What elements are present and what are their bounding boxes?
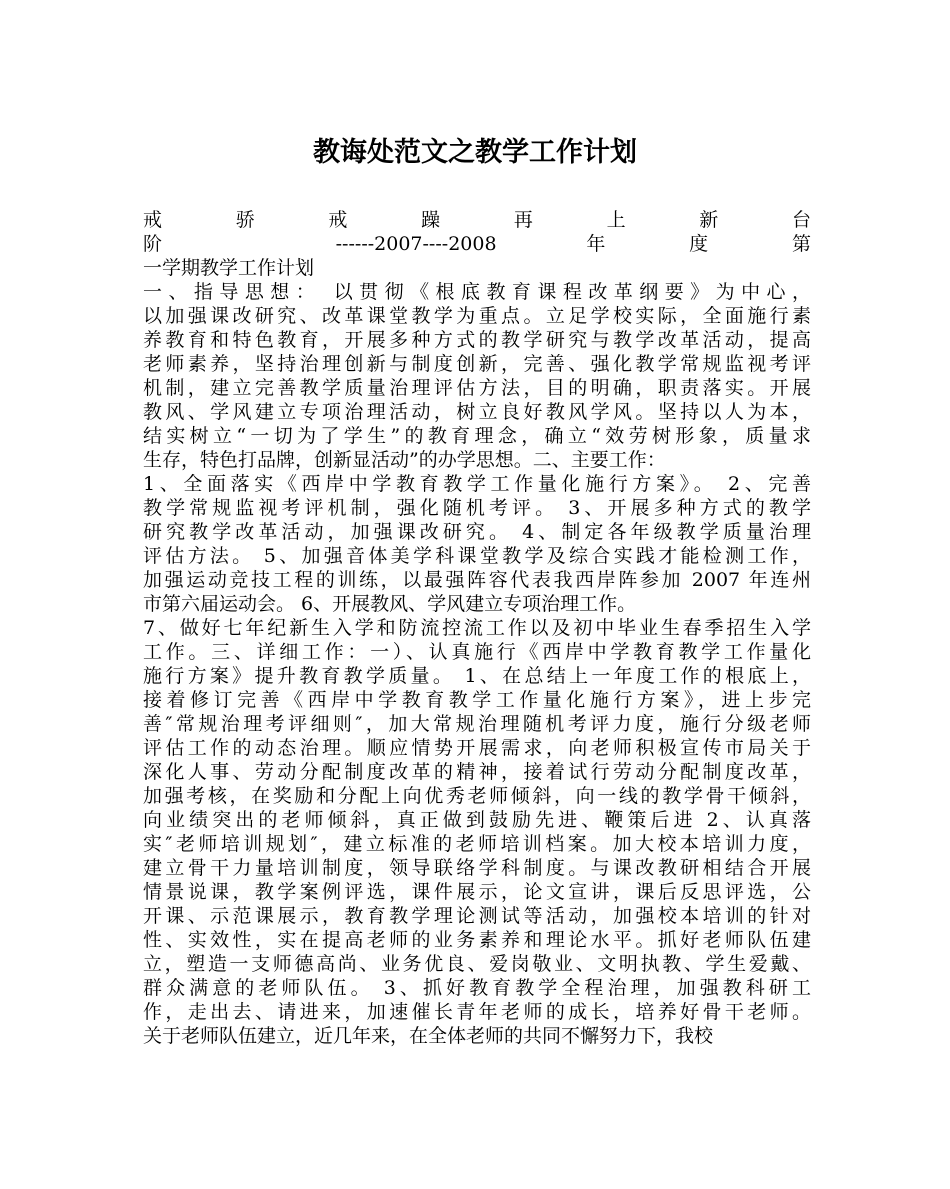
body-line: 教学常规监视考评机制，强化随机考评。 3、开展多种方式的教学: [143, 497, 811, 519]
body-line: 深化人事、劳动分配制度改革的精神，接着试行劳动分配制度改革，: [143, 761, 811, 783]
body-line: 情景说课，教学案例评选，课件展示，论文宣讲，课后反思评选，公: [143, 881, 811, 903]
body-line: 阶 ------2007----2008 年度第: [143, 233, 811, 255]
body-line: 机制，建立完善教学质量治理评估方法，目的明确，职责落实。开展: [143, 377, 811, 399]
body-line: 开课、示范课展示，教育教学理论测试等活动，加强校本培训的针对: [143, 905, 811, 927]
body-line: 群众满意的老师队伍。 3、抓好教育教学全程治理，加强教科研工: [143, 977, 811, 999]
body-line: 7、做好七年纪新生入学和防流控流工作以及初中毕业生春季招生入学: [143, 617, 811, 639]
body-line: 养教育和特色教育，开展多种方式的教学研究与教学改革活动，提高: [143, 329, 811, 351]
body-line: 建立骨干力量培训制度，领导联络学科制度。与课改教研相结合开展: [143, 857, 811, 879]
body-line: 一学期教学工作计划: [143, 257, 315, 279]
body-line: 接着修订完善《西岸中学教育教学工作量化施行方案》，进上步完: [143, 689, 811, 711]
body-line: 评估方法。 5、加强音体美学科课堂教学及综合实践才能检测工作，: [143, 545, 811, 567]
body-line: 关于老师队伍建立，近几年来，在全体老师的共同不懈努力下，我校: [143, 1025, 714, 1047]
body-line: 作，走出去、请进来，加速催长青年老师的成长，培养好骨干老师。: [143, 1001, 811, 1023]
body-line: 结实树立“一切为了学生”的教育理念，确立“效劳树形象，质量求: [143, 425, 811, 447]
body-line: 工作。三、详细工作：一）、认真施行《西岸中学教育教学工作量化: [143, 641, 811, 663]
body-line: 市第六届运动会。 6、开展教风、学风建立专项治理工作。: [143, 593, 637, 615]
body-line: 加强考核，在奖励和分配上向优秀老师倾斜，向一线的教学骨干倾斜，: [143, 785, 811, 807]
body-line: 向业绩突出的老师倾斜，真正做到鼓励先进、鞭策后进 2、认真落: [143, 809, 811, 831]
body-line: 施行方案》提升教育教学质量。 1、在总结上一年度工作的根底上，: [143, 665, 811, 687]
body-line: 性、实效性，实在提高老师的业务素养和理论水平。抓好老师队伍建: [143, 929, 811, 951]
body-line: 一、指导思想： 以贯彻《根底教育课程改革纲要》为中心，: [143, 281, 811, 303]
document-title: 教诲处范文之教学工作计划: [313, 137, 637, 168]
body-line: 立，塑造一支师德高尚、业务优良、爱岗敬业、文明执教、学生爱戴、: [143, 953, 811, 975]
body-line: 研究教学改革活动，加强课改研究。 4、制定各年级教学质量治理: [143, 521, 811, 543]
body-line: 生存，特色打品牌，创新显活动”的办学思想。二、主要工作：: [143, 449, 666, 471]
body-line: 实″老师培训规划″，建立标准的老师培训档案。加大校本培训力度，: [143, 833, 811, 855]
body-line: 评估工作的动态治理。顺应情势开展需求，向老师积极宣传市局关于: [143, 737, 811, 759]
body-line: 1、全面落实《西岸中学教育教学工作量化施行方案》。 2、完善: [143, 473, 811, 495]
body-line: 老师素养，坚持治理创新与制度创新，完善、强化教学常规监视考评: [143, 353, 811, 375]
body-line: 教风、学风建立专项治理活动，树立良好教风学风。坚持以人为本，: [143, 401, 811, 423]
document-body: [143, 208, 811, 1048]
body-line: 善″常规治理考评细则″，加大常规治理随机考评力度，施行分级老师: [143, 713, 811, 735]
body-line: 戒 骄 戒 躁 再 上 新 台: [143, 209, 811, 231]
body-line: 加强运动竞技工程的训练，以最强阵容代表我西岸阵参加 2007 年连州: [143, 569, 811, 591]
body-line: 以加强课改研究、改革课堂教学为重点。立足学校实际，全面施行素: [143, 305, 811, 327]
